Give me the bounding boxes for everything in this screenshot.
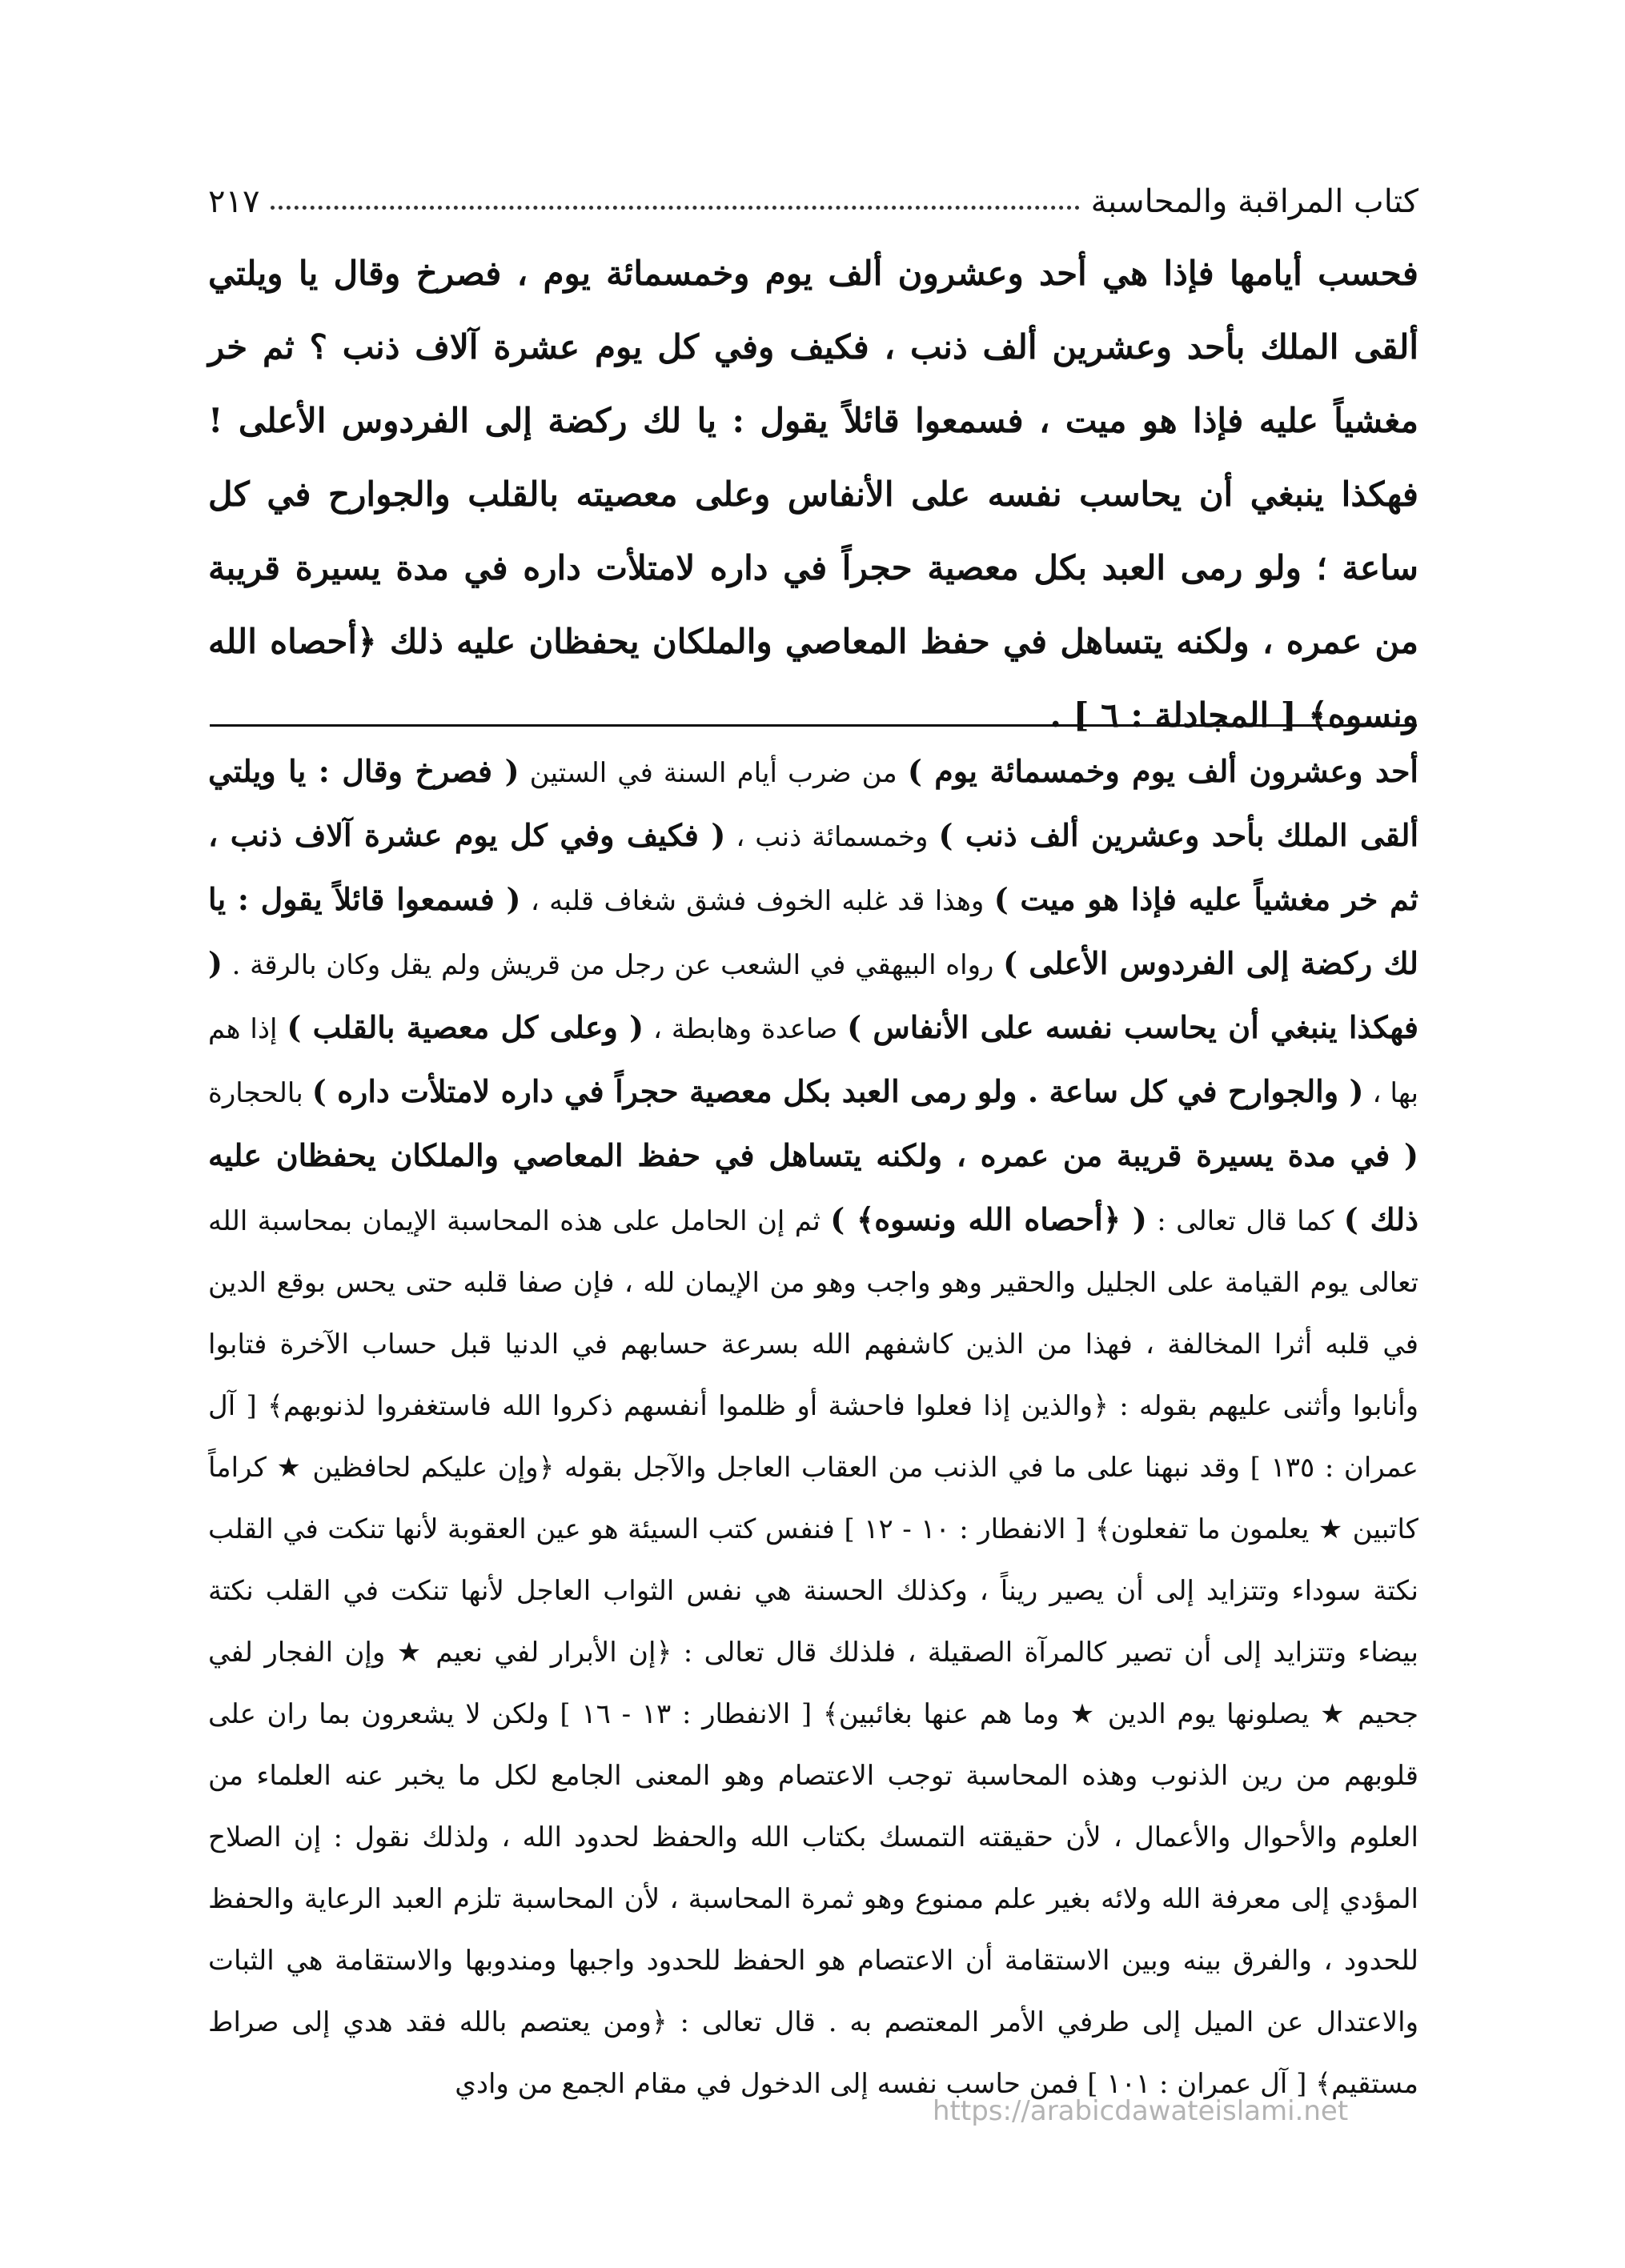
page-header (208, 162, 1418, 218)
main-paragraph: فحسب أيامها فإذا هي أحد وعشرون ألف يوم وخمسمائة يوم ، فصرخ وقال يا ويلتي ألقى الملك بأحد وعشرين ألف ذنب ، فكيف وفي كل يوم عشرة آلاف ذنب ؟ ثم خر مغشياً عليه فإذا هو ميت ، فسمعوا قائلاً يقول : يا لك ركضة إلى الفردوس الأعلى ! فهكذا ينبغي أن يحاسب نفسه على الأنفاس وعلى معصيته بالقلب والجوارح في كل ساعة ؛ ولو رمى العبد بكل معصية حجراً في داره لامتلأت داره في مدة يسيرة قريبة من عمره ، ولكنه يتساهل في حفظ المعاصي والملكان يحفظان عليه ذلك ﴿أحصاه الله ونسوه﴾ [ المجادلة : ٦ ] . (208, 254, 1418, 735)
watermark-url: https://arabicdawateislami.net (933, 2095, 1349, 2127)
commentary-paragraph (208, 740, 1418, 2115)
footnote-separator (210, 724, 1417, 727)
quoted-text: ( فسمعوا قائلاً يقول : يا لك ركضة إلى الفردوس الأعلى ) (208, 881, 1418, 981)
quoted-text: ( والجوارح في كل ساعة . ولو رمى العبد بكل معصية حجراً في داره لامتلأت داره ) (311, 1073, 1364, 1109)
commentary-text: بالحجارة (208, 1077, 312, 1109)
quoted-text: ( فكيف وفي كل يوم عشرة آلاف ذنب ، ثم خر مغشياً عليه فإذا هو ميت ) (208, 817, 1418, 917)
quoted-text: ( ﴿أحصاه الله ونسوه﴾ ) (830, 1201, 1147, 1237)
quoted-text: أحد وعشرون ألف يوم وخمسمائة يوم ) (907, 753, 1418, 789)
commentary-text: صاعدة وهابطة ، (644, 1013, 848, 1045)
quoted-text: ( في مدة يسيرة قريبة من عمره ، ولكنه يتساهل في حفظ المعاصي والملكان يحفظان عليه ذلك ) (208, 1137, 1418, 1237)
quoted-text: ( وعلى كل معصية بالقلب ) (287, 1009, 644, 1045)
commentary-text: ثم إن الحامل على هذه المحاسبة الإيمان بمحاسبة الله تعالى يوم القيامة على الجليل والحقير وهو واجب وهو من الإيمان لله ، فإن صفا قلبه حتى يحس بوقع الدين في قلبه أثرا المخالفة ، فهذا من الذين كاشفهم الله بسرعة حسابهم في الدنيا قبل حساب الآخرة فتابوا وأنابوا وأثنى عليهم بقوله : ﴿والذين إذا فعلوا فاحشة أو ظلموا أنفسهم ذكروا الله فاستغفروا لذنوبهم﴾ [ آل عمران : ١٣٥ ] وقد نبهنا على ما في الذنب من العقاب العاجل والآجل بقوله ﴿وإن عليكم لحافظين ★ كراماً كاتبين ★ يعلمون ما تفعلون﴾ [ الانفطار : ١٠ - ١٢ ] فنفس كتب السيئة هو عين العقوبة لأنها تنكت في القلب نكتة سوداء وتتزايد إلى أن يصير ريناً ، وكذلك الحسنة هي نفس الثواب العاجل لأنها تنكت في القلب نكتة بيضاء وتتزايد إلى أن تصير كالمرآة الصقيلة ، فلذلك قال تعالى : ﴿إن الأبرار لفي نعيم ★ وإن الفجار لفي جحيم ★ يصلونها يوم الدين ★ وما هم عنها بغائبين﴾ [ الانفطار : ١٣ - ١٦ ] ولكن لا يشعرون بما ران على قلوبهم من رين الذنوب وهذه المحاسبة توجب الاعتصام وهو المعنى الجامع لكل ما يخبر عنه العلماء من العلوم والأحوال والأعمال ، لأن حقيقته التمسك بكتاب الله والحفظ لحدود الله ، ولذلك نقول : إن الصلاح المؤدي إلى معرفة الله ولائه بغير علم ممنوع وهو ثمرة المحاسبة ، لأن المحاسبة تلزم العبد الرعاية والحفظ للحدود ، والفرق بينه وبين الاستقامة أن الاعتصام هو الحفظ للحدود واجبها ومندوبها والاستقامة هي الثبات والاعتدال عن الميل إلى طرفي الأمر المعتصم به . قال تعالى : ﴿ومن يعتصم بالله فقد هدي إلى صراط مستقيم﴾ [ آل عمران : ١٠١ ] فمن حاسب نفسه إلى الدخول في مقام الجمع من وادي (208, 1205, 1418, 2100)
commentary-text: وهذا قد غلبه الخوف فشق شغاف قلبه ، (520, 885, 994, 917)
dotted-leader (271, 206, 1079, 210)
commentary-text: رواه البيهقي في الشعب عن رجل من قريش ولم يقل وكان بالرقة . (222, 949, 1004, 981)
main-text (208, 237, 1418, 752)
quoted-text: ( فهكذا ينبغي أن يحاسب نفسه على الأنفاس ) (208, 945, 1418, 1045)
commentary-text: إذا هم بها ، (208, 1013, 1418, 1109)
commentary-text: وخمسمائة ذنب ، (725, 821, 939, 853)
page-number: ٢١٧ (208, 183, 260, 220)
chapter-title: كتاب المراقبة والمحاسبة (1090, 183, 1418, 220)
commentary (208, 740, 1418, 2115)
commentary-text: كما قال تعالى : (1146, 1205, 1344, 1237)
quoted-text: ( فصرخ وقال : يا ويلتي ألقى الملك بأحد وعشرين ألف ذنب ) (208, 753, 1418, 853)
commentary-text: من ضرب أيام السنة في الستين (519, 757, 908, 789)
